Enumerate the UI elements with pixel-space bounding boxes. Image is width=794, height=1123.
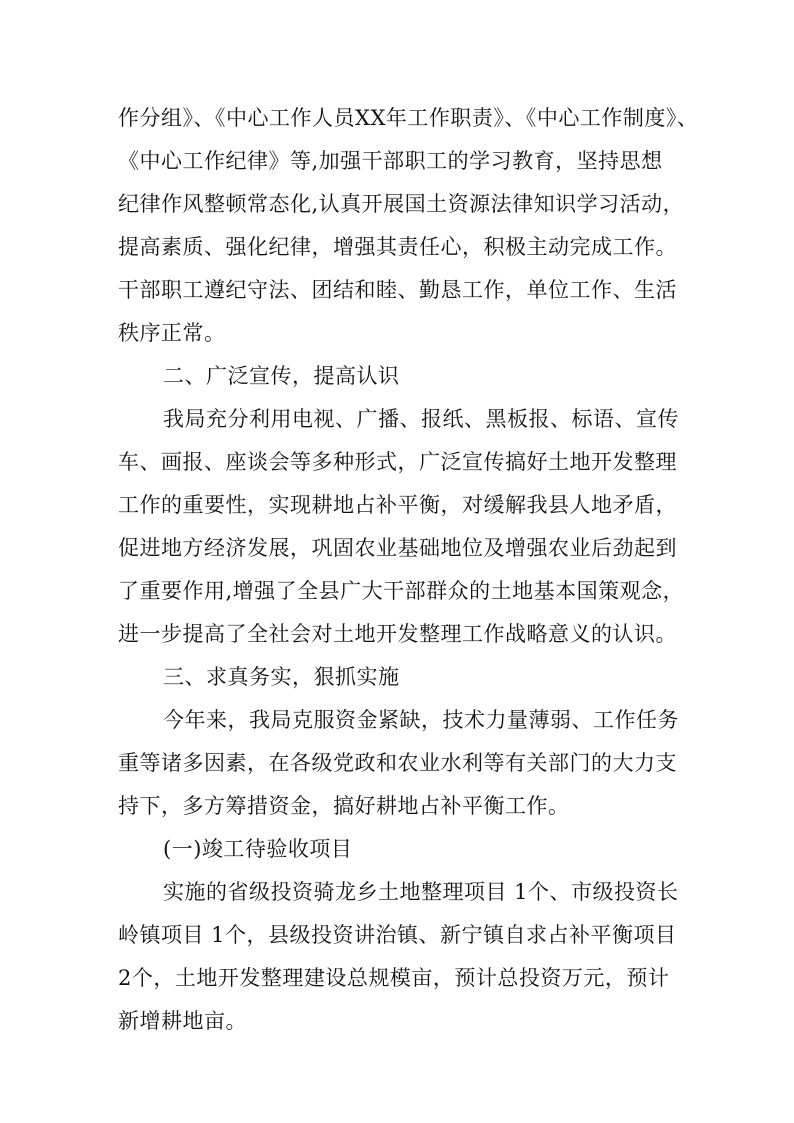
section-heading: 二、广泛宣传，提高认识 (163, 364, 400, 388)
text-line: 今年来，我局克服资金紧缺，技术力量薄弱、工作任务 (163, 708, 679, 732)
text-line: 进一步提高了全社会对土地开发整理工作战略意义的认识。 (118, 622, 677, 646)
text-line: 干部职工遵纪守法、团结和睦、勤恳工作，单位工作、生活 (118, 278, 677, 302)
text-line: 我局充分利用电视、广播、报纸、黑板报、标语、宣传 (163, 407, 679, 431)
text-line: 作分组》、《中心工作人员XX年工作职责》、《中心工作制度》、 (118, 106, 699, 130)
text-line: 新增耕地亩。 (118, 1009, 247, 1033)
text-line: 促进地方经济发展，巩固农业基础地位及增强农业后劲起到 (118, 536, 677, 560)
text-line: 持下，多方筹措资金，搞好耕地占补平衡工作。 (118, 794, 570, 818)
text-line: 实施的省级投资骑龙乡土地整理项目 1个、市级投资长 (163, 880, 679, 904)
text-line: 重等诸多因素，在各级党政和农业水利等有关部门的大力支 (118, 751, 677, 775)
text-line: 《中心工作纪律》等,加强干部职工的学习教育，坚持思想 (118, 149, 663, 173)
subsection-heading: (一)竣工待验收项目 (163, 837, 353, 861)
section-heading: 三、求真务实，狠抓实施 (163, 665, 400, 689)
text-line: 2个，土地开发整理建设总规模亩，预计总投资万元，预计 (118, 966, 670, 990)
text-line: 纪律作风整顿常态化,认真开展国土资源法律知识学习活动， (118, 192, 685, 216)
text-line: 工作的重要性，实现耕地占补平衡，对缓解我县人地矛盾， (118, 493, 677, 517)
text-line: 岭镇项目 1个，县级投资讲治镇、新宁镇自求占补平衡项目 (118, 923, 677, 947)
text-line: 车、画报、座谈会等多种形式，广泛宣传搞好土地开发整理 (118, 450, 677, 474)
text-line: 秩序正常。 (118, 321, 226, 345)
text-line: 提高素质、强化纪律，增强其责任心，积极主动完成工作。 (118, 235, 677, 259)
text-line: 了重要作用,增强了全县广大干部群众的土地基本国策观念， (118, 579, 685, 603)
